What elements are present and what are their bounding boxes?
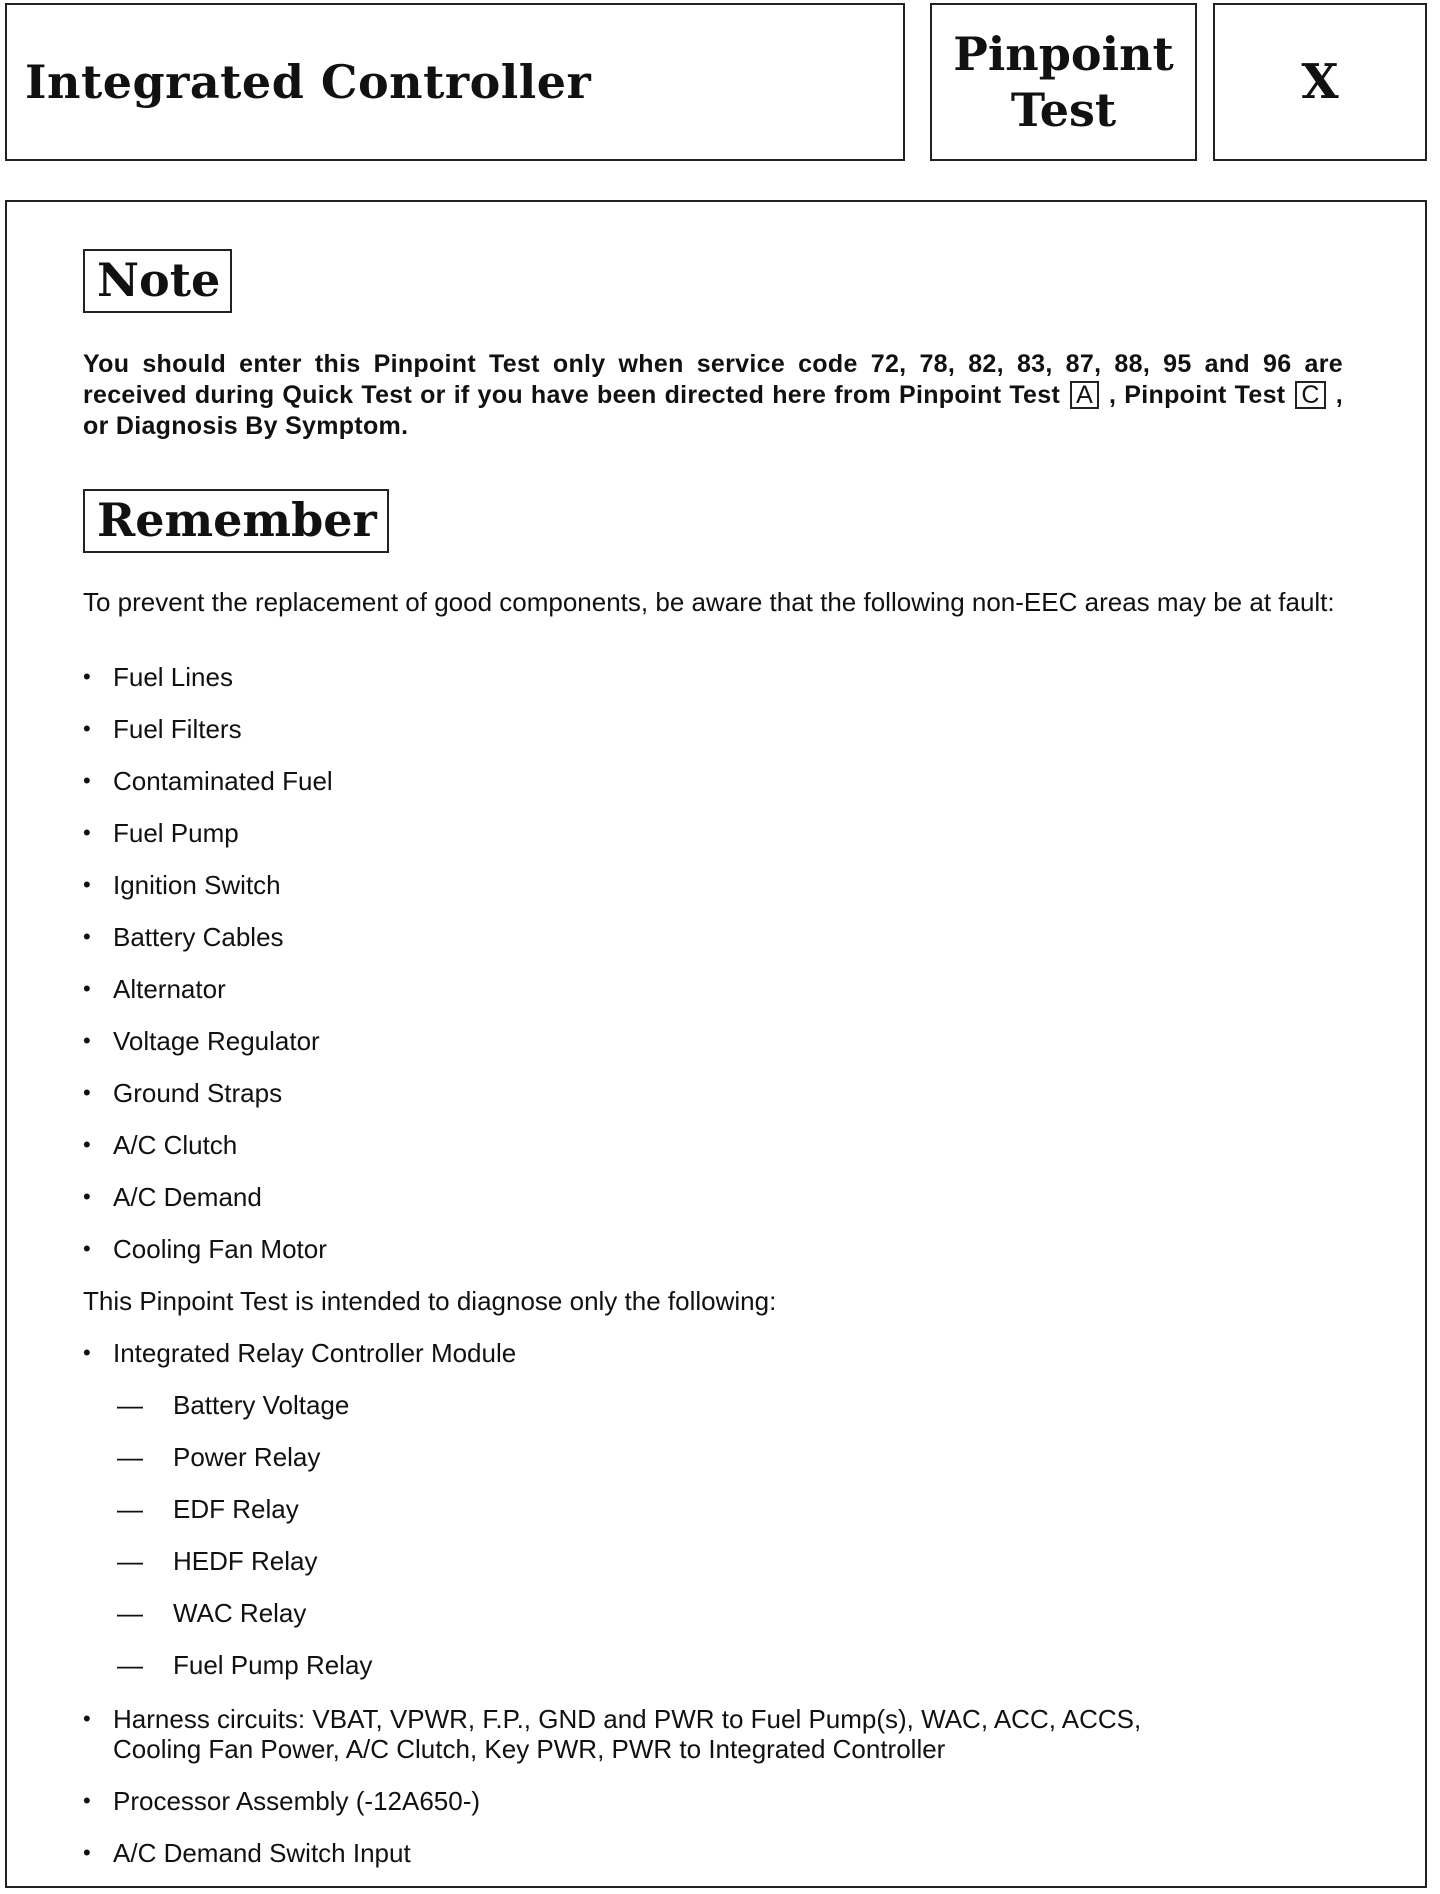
- list-item: • A/C Demand Switch Input: [83, 1838, 411, 1868]
- bullet-icon: •: [83, 716, 91, 741]
- list-item: • Integrated Relay Controller Module: [83, 1338, 517, 1368]
- list-item: • Ground Straps: [83, 1078, 283, 1108]
- bullet-icon: •: [83, 1236, 91, 1261]
- list-item: • Voltage Regulator: [83, 1026, 320, 1056]
- sub-list-item: — HEDF Relay: [117, 1546, 318, 1576]
- list-item: • Fuel Filters: [83, 714, 242, 744]
- main-content: [5, 200, 1427, 1888]
- note-text-part-3: , or Diagnosis By Symptom.: [83, 381, 1343, 440]
- dash-icon: —: [117, 1390, 143, 1420]
- bullet-icon: •: [83, 768, 91, 793]
- list-item: • Cooling Fan Motor: [83, 1234, 327, 1264]
- sub-list-item: — Battery Voltage: [117, 1390, 350, 1420]
- bullet-icon: •: [83, 1080, 91, 1105]
- dash-icon: —: [117, 1442, 143, 1472]
- bullet-icon: •: [83, 1184, 91, 1209]
- test-a-box: A: [1070, 381, 1099, 409]
- list-item: • Alternator: [83, 974, 226, 1004]
- remember-intro: To prevent the replacement of good components, be aware that the following non-EEC areas may be at fault:: [83, 587, 1335, 617]
- list-item: • A/C Clutch: [83, 1130, 238, 1160]
- list-item: • Fuel Pump: [83, 818, 239, 848]
- remember-label: Remember: [83, 489, 389, 553]
- bullet-icon: •: [83, 1788, 91, 1813]
- dash-icon: —: [117, 1546, 143, 1576]
- bullet-icon: •: [83, 820, 91, 845]
- sub-list-item: — Power Relay: [117, 1442, 321, 1472]
- note-text-part-2: , Pinpoint Test: [1101, 381, 1294, 409]
- bullet-icon: •: [83, 1706, 91, 1731]
- test-c-box: C: [1295, 381, 1325, 409]
- header-title-box: [5, 3, 905, 161]
- bullet-icon: •: [83, 1028, 91, 1053]
- list-item: • Fuel Lines: [83, 662, 233, 692]
- list-item: • Processor Assembly (-12A650-): [83, 1786, 481, 1816]
- list-item: • Contaminated Fuel: [83, 766, 333, 796]
- diagnose-intro: This Pinpoint Test is intended to diagnose only the following:: [83, 1286, 777, 1316]
- bullet-icon: •: [83, 924, 91, 949]
- bullet-icon: •: [83, 1132, 91, 1157]
- sub-list-item: — WAC Relay: [117, 1598, 307, 1628]
- section-label: Pinpoint Test: [953, 26, 1174, 137]
- bullet-icon: •: [83, 872, 91, 897]
- sub-list-item: — Fuel Pump Relay: [117, 1650, 373, 1680]
- bullet-icon: •: [83, 976, 91, 1001]
- dash-icon: —: [117, 1494, 143, 1524]
- bullet-icon: •: [83, 1340, 91, 1365]
- note-label: Note: [83, 249, 232, 313]
- dash-icon: —: [117, 1650, 143, 1680]
- page-title: Integrated Controller: [25, 55, 592, 109]
- note-text-part-1: You should enter this Pinpoint Test only when service code 72, 78, 82, 83, 87, 88, 95 and 96 are received during Quick Test or if you have been directed here from Pinpoint Test: [83, 350, 1343, 409]
- list-item: • Harness circuits: VBAT, VPWR, F.P., GND and PWR to Fuel Pump(s), WAC, ACC, ACCS, Cooling Fan Power, A/C Clutch, Key PWR, PWR to Integrated Controller: [83, 1704, 1142, 1764]
- dash-icon: —: [117, 1598, 143, 1628]
- list-item: • A/C Demand: [83, 1182, 262, 1212]
- note-text: [83, 349, 1343, 442]
- section-code-box: [1213, 3, 1427, 161]
- list-item: • Battery Cables: [83, 922, 284, 952]
- sub-list-item: — EDF Relay: [117, 1494, 299, 1524]
- bullet-icon: •: [83, 1840, 91, 1865]
- list-item: • Ignition Switch: [83, 870, 281, 900]
- section-label-box: [930, 3, 1197, 161]
- bullet-icon: •: [83, 664, 91, 689]
- section-code: X: [1301, 54, 1339, 110]
